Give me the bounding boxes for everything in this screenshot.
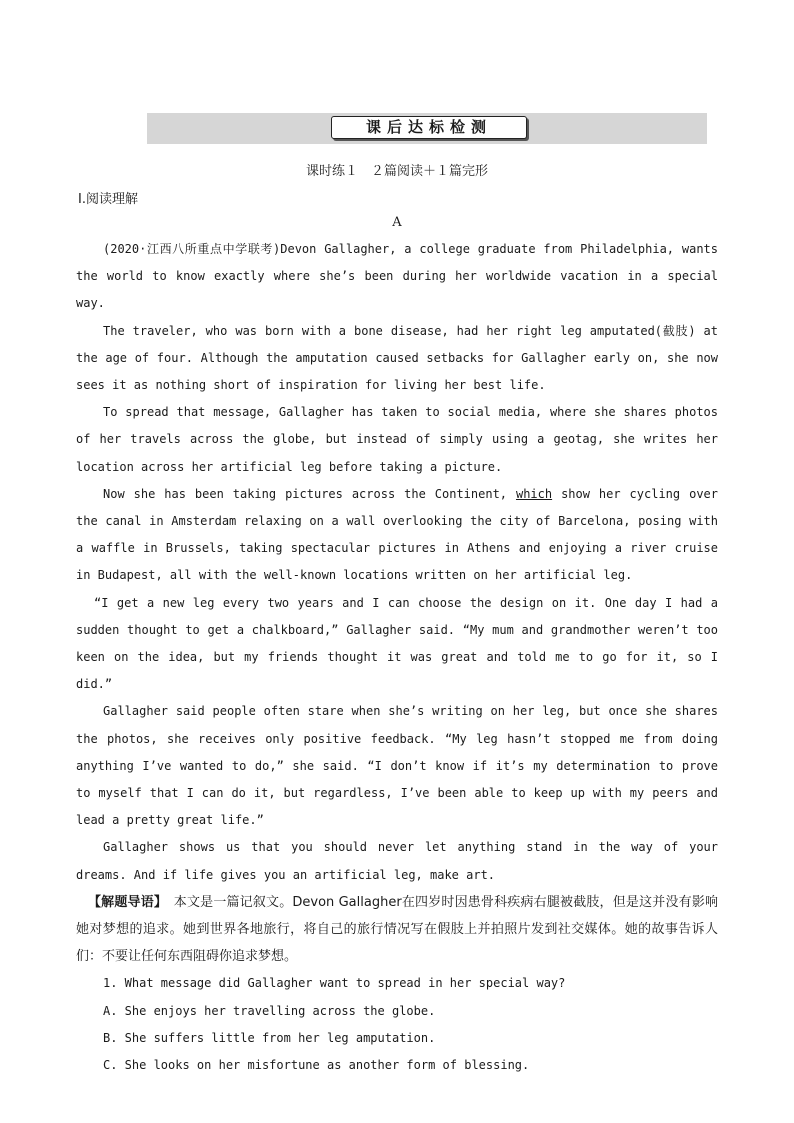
paragraph-2: The traveler, who was born with a bone disease, had her right leg amputated(截肢) at the age of four. Although the amputation caused setbacks for Gallagher early on, she now sees it as nothing short of inspiration for living her best life.	[76, 323, 718, 393]
paragraph-3: To spread that message, Gallagher has taken to social media, where she shares photos of her travels across the globe, but instead of simply using a geotag, she writes her location across her artificial leg before taking a picture.	[76, 405, 718, 474]
guide-note	[76, 889, 718, 971]
paragraph-6: Gallagher said people often stare when she’s writing on her leg, but once she shares the photos, she receives only positive feedback. “My leg hasn’t stopped me from doing anything I’ve wanted to do,” she said. “I don’t know if it’s my determination to prove to myself that I can do it, but regardless, I’ve been able to keep up with my peers and lead a pretty great life.”	[76, 704, 718, 828]
passage-body	[76, 236, 718, 1079]
banner-title: 课后达标检测	[331, 116, 527, 139]
option-c[interactable]: C. She looks on her misfortune as another form of blessing.	[103, 1058, 530, 1073]
paragraph-7: Gallagher shows us that you should never let anything stand in the way of your dreams. And if life gives you an artificial leg, make art.	[76, 840, 718, 882]
lesson-title: 课时练１ ２篇阅读＋１篇完形	[305, 164, 488, 179]
guide-text: 本文是一篇记叙文。Devon Gallagher在四岁时因患骨科疾病右腿被截肢，但是这并没有影响她对梦想的追求。她到世界各地旅行，将自己的旅行情况写在假肢上并拍照片发到社交媒体。她的故事告诉人们：不要让任何东西阻碍你追求梦想。	[76, 894, 718, 965]
paragraph-4-start: Now she has been taking pictures across the Continent,	[103, 486, 516, 501]
paragraph-5: “I get a new leg every two years and I can choose the design on it. One day I had a sudden thought to get a chalkboard,” Gallagher said. “My mum and grandmother weren’t too keen on the idea, but my friends thought it was great and told me to go for it, so I did.”	[76, 595, 718, 692]
passage-label: A	[392, 215, 402, 230]
section-banner	[147, 113, 707, 144]
underlined-word: which	[515, 486, 553, 501]
question-stem: 1. What message did Gallagher want to spread in her special way?	[103, 976, 566, 991]
option-a[interactable]: A. She enjoys her travelling across the globe.	[103, 1003, 436, 1018]
section-heading: Ⅰ.阅读理解	[78, 192, 138, 207]
option-b[interactable]: B. She suffers little from her leg amputation.	[103, 1030, 436, 1045]
paragraph-1: (2020·江西八所重点中学联考)Devon Gallagher, a college graduate from Philadelphia, wants the world to know exactly where she’s been during her worldwide vacation in a special way.	[76, 242, 718, 311]
guide-tag: 【解题导语】	[88, 894, 161, 910]
paragraph-4-end: show her cycling over the canal in Amsterdam relaxing on a wall overlooking the city of Barcelona, posing with a waffle in Brussels, taking spectacular pictures in Athens and enjoying a river cruise in Budapest, all with the well-known locations written on her artificial leg.	[76, 486, 718, 583]
paragraph-4	[76, 481, 718, 590]
